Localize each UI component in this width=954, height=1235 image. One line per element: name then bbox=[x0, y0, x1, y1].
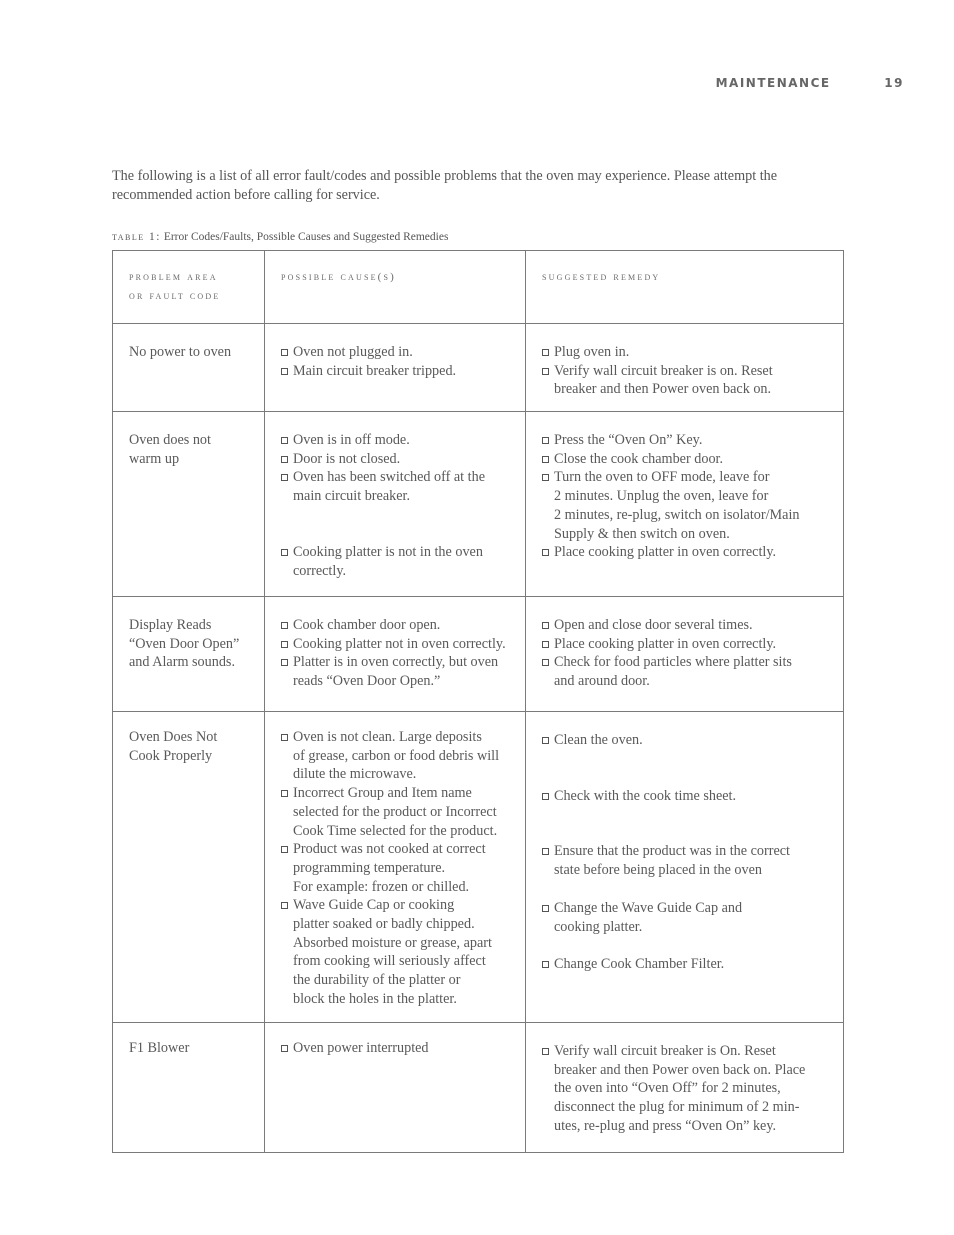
checkbox-square-icon bbox=[281, 349, 288, 356]
problem-text: and Alarm sounds. bbox=[129, 654, 236, 671]
remedy-text: Supply & then switch on oven. bbox=[554, 525, 730, 542]
remedy-item bbox=[542, 731, 835, 750]
table-row bbox=[113, 412, 844, 597]
remedy-text: 2 minutes. Unplug the oven, leave for bbox=[554, 488, 769, 505]
remedy-item bbox=[542, 635, 835, 654]
checkbox-square-icon bbox=[542, 549, 549, 556]
checkbox-square-icon bbox=[281, 437, 288, 444]
remedy-item bbox=[542, 468, 835, 543]
cause-text: block the holes in the platter. bbox=[293, 990, 457, 1007]
remedy-text: Clean the oven. bbox=[554, 732, 643, 748]
cause-text: Cook chamber door open. bbox=[293, 617, 441, 633]
cause-cell bbox=[265, 1023, 526, 1153]
cause-item bbox=[281, 635, 517, 654]
checkbox-square-icon bbox=[281, 549, 288, 556]
remedy-item bbox=[542, 616, 835, 635]
header-problem-line2: or fault code bbox=[129, 290, 221, 302]
problem-cell bbox=[113, 597, 265, 712]
checkbox-square-icon bbox=[542, 437, 549, 444]
problem-text: Display Reads bbox=[129, 617, 212, 633]
remedy-text: Verify wall circuit breaker is on. Reset bbox=[554, 362, 773, 379]
page-header bbox=[716, 76, 904, 90]
checkbox-square-icon bbox=[281, 456, 288, 463]
cause-text: Wave Guide Cap or cooking bbox=[293, 897, 455, 914]
cause-text: For example: frozen or chilled. bbox=[293, 878, 470, 895]
cause-item bbox=[281, 1039, 517, 1058]
checkbox-square-icon bbox=[281, 368, 288, 375]
remedy-text: the oven into “Oven Off” for 2 minutes, bbox=[554, 1080, 781, 1097]
problem-cell bbox=[113, 412, 265, 597]
section-title: MAINTENANCE bbox=[715, 76, 831, 90]
checkbox-square-icon bbox=[542, 793, 549, 800]
remedy-text: cooking platter. bbox=[554, 918, 643, 935]
cause-text: dilute the microwave. bbox=[293, 766, 417, 783]
problem-text: No power to oven bbox=[129, 344, 232, 360]
checkbox-square-icon bbox=[281, 474, 288, 481]
cause-text: Product was not cooked at correct bbox=[293, 841, 486, 858]
problem-cell bbox=[113, 1023, 265, 1153]
header-possible-causes bbox=[265, 251, 526, 324]
checkbox-square-icon bbox=[542, 641, 549, 648]
checkbox-square-icon bbox=[542, 622, 549, 629]
intro-paragraph: The following is a list of all error fault/codes and possible problems that the oven may experience. Please attempt the recommended action before calling for service. bbox=[112, 168, 778, 203]
checkbox-square-icon bbox=[281, 622, 288, 629]
checkbox-square-icon bbox=[281, 846, 288, 853]
cause-item bbox=[281, 343, 517, 362]
cause-text: selected for the product or Incorrect bbox=[293, 803, 497, 820]
header-problem-area bbox=[113, 251, 265, 324]
cause-text: Oven has been switched off at the bbox=[293, 469, 485, 486]
problem-text: warm up bbox=[129, 450, 180, 467]
problem-cell bbox=[113, 712, 265, 1023]
remedy-cell bbox=[526, 324, 844, 412]
remedy-text: Place cooking platter in oven correctly. bbox=[554, 635, 777, 652]
cause-item bbox=[281, 468, 517, 505]
problem-text: F1 Blower bbox=[129, 1040, 190, 1056]
checkbox-square-icon bbox=[542, 349, 549, 356]
remedy-text: Change Cook Chamber Filter. bbox=[554, 956, 725, 973]
problem-text: Oven does not bbox=[129, 432, 211, 448]
cause-text: platter soaked or badly chipped. bbox=[293, 916, 475, 933]
cause-text: Absorbed moisture or grease, apart bbox=[293, 934, 492, 951]
cause-item bbox=[281, 362, 517, 381]
remedy-item bbox=[542, 899, 835, 936]
remedy-text: Verify wall circuit breaker is On. Reset bbox=[554, 1043, 776, 1059]
remedy-text: 2 minutes, re-plug, switch on isolator/Main bbox=[554, 506, 800, 523]
cause-item bbox=[281, 840, 517, 896]
checkbox-square-icon bbox=[542, 905, 549, 912]
checkbox-square-icon bbox=[281, 734, 288, 741]
cause-cell bbox=[265, 597, 526, 712]
remedy-item bbox=[542, 431, 835, 450]
checkbox-square-icon bbox=[542, 368, 549, 375]
checkbox-square-icon bbox=[542, 961, 549, 968]
cause-item bbox=[281, 431, 517, 450]
cause-text: Oven is not clean. Large deposits bbox=[293, 729, 482, 745]
remedy-item bbox=[542, 343, 835, 362]
problem-cell bbox=[113, 324, 265, 412]
remedy-cell bbox=[526, 597, 844, 712]
cause-item bbox=[281, 784, 517, 840]
remedy-item bbox=[542, 543, 835, 562]
cause-text: of grease, carbon or food debris will bbox=[293, 747, 500, 764]
remedy-text: Place cooking platter in oven correctly. bbox=[554, 544, 777, 561]
header-causes-label: possible cause(s) bbox=[281, 271, 397, 283]
header-suggested-remedy bbox=[526, 251, 844, 324]
cause-text: Main circuit breaker tripped. bbox=[293, 362, 457, 379]
checkbox-square-icon bbox=[281, 1045, 288, 1052]
header-problem-line1: problem area bbox=[129, 271, 218, 283]
remedy-item bbox=[542, 362, 835, 399]
remedy-cell bbox=[526, 1023, 844, 1153]
cause-text: correctly. bbox=[293, 562, 347, 579]
remedy-text: state before being placed in the oven bbox=[554, 862, 762, 879]
cause-text: from cooking will seriously affect bbox=[293, 953, 486, 970]
cause-text: the durability of the platter or bbox=[293, 972, 461, 989]
table-row bbox=[113, 597, 844, 712]
remedy-text: Close the cook chamber door. bbox=[554, 450, 724, 467]
checkbox-square-icon bbox=[542, 1048, 549, 1055]
table-caption bbox=[112, 231, 448, 243]
cause-item bbox=[281, 653, 517, 690]
remedy-text: Plug oven in. bbox=[554, 344, 630, 360]
checkbox-square-icon bbox=[542, 848, 549, 855]
remedy-item bbox=[542, 842, 835, 879]
remedy-text: breaker and then Power oven back on. Place bbox=[554, 1061, 806, 1078]
remedy-cell bbox=[526, 412, 844, 597]
remedy-text: breaker and then Power oven back on. bbox=[554, 381, 772, 398]
cause-text: Incorrect Group and Item name bbox=[293, 785, 472, 802]
problem-text: “Oven Door Open” bbox=[129, 635, 240, 652]
remedy-text: Change the Wave Guide Cap and bbox=[554, 899, 743, 916]
checkbox-square-icon bbox=[542, 456, 549, 463]
remedy-text: Press the “Oven On” Key. bbox=[554, 432, 703, 448]
cause-text: Cooking platter not in oven correctly. bbox=[293, 635, 506, 652]
page-number: 19 bbox=[884, 76, 904, 90]
cause-text: main circuit breaker. bbox=[293, 488, 410, 505]
remedy-text: Ensure that the product was in the correct bbox=[554, 843, 790, 860]
table-row bbox=[113, 1023, 844, 1153]
problem-text: Cook Properly bbox=[129, 747, 213, 764]
remedy-text: utes, re-plug and press “Oven On” key. bbox=[554, 1117, 777, 1134]
cause-cell bbox=[265, 324, 526, 412]
remedy-text: Open and close door several times. bbox=[554, 617, 753, 633]
remedy-text: and around door. bbox=[554, 673, 650, 690]
table-caption-label: table 1: bbox=[112, 231, 161, 243]
checkbox-square-icon bbox=[542, 737, 549, 744]
cause-text: Platter is in oven correctly, but oven bbox=[293, 654, 499, 671]
cause-item bbox=[281, 616, 517, 635]
cause-cell bbox=[265, 712, 526, 1023]
cause-cell bbox=[265, 412, 526, 597]
cause-text: reads “Oven Door Open.” bbox=[293, 673, 441, 690]
cause-text: Cooking platter is not in the oven bbox=[293, 543, 483, 560]
cause-text: Oven power interrupted bbox=[293, 1040, 429, 1056]
header-remedy-label: suggested remedy bbox=[542, 271, 661, 283]
error-codes-table bbox=[112, 250, 844, 1153]
remedy-text: disconnect the plug for minimum of 2 min- bbox=[554, 1099, 800, 1116]
remedy-item bbox=[542, 653, 835, 690]
checkbox-square-icon bbox=[542, 474, 549, 481]
table-header-row bbox=[113, 251, 844, 324]
remedy-text: Check for food particles where platter sits bbox=[554, 654, 792, 671]
checkbox-square-icon bbox=[542, 659, 549, 666]
remedy-cell bbox=[526, 712, 844, 1023]
remedy-item bbox=[542, 1042, 835, 1136]
cause-text: programming temperature. bbox=[293, 859, 446, 876]
cause-item bbox=[281, 543, 517, 580]
checkbox-square-icon bbox=[281, 659, 288, 666]
cause-text: Oven not plugged in. bbox=[293, 344, 413, 360]
cause-text: Door is not closed. bbox=[293, 450, 401, 467]
cause-text: Cook Time selected for the product. bbox=[293, 822, 498, 839]
table-row bbox=[113, 712, 844, 1023]
problem-text: Oven Does Not bbox=[129, 729, 218, 745]
remedy-item bbox=[542, 787, 835, 806]
table-caption-text: Error Codes/Faults, Possible Causes and Suggested Remedies bbox=[163, 231, 449, 243]
remedy-item bbox=[542, 450, 835, 469]
checkbox-square-icon bbox=[281, 902, 288, 909]
checkbox-square-icon bbox=[281, 641, 288, 648]
cause-item bbox=[281, 728, 517, 784]
cause-item bbox=[281, 896, 517, 1008]
checkbox-square-icon bbox=[281, 790, 288, 797]
table-row bbox=[113, 324, 844, 412]
cause-item bbox=[281, 450, 517, 469]
cause-text: Oven is in off mode. bbox=[293, 432, 410, 448]
remedy-text: Check with the cook time sheet. bbox=[554, 787, 737, 804]
remedy-item bbox=[542, 955, 835, 974]
remedy-text: Turn the oven to OFF mode, leave for bbox=[554, 469, 770, 486]
